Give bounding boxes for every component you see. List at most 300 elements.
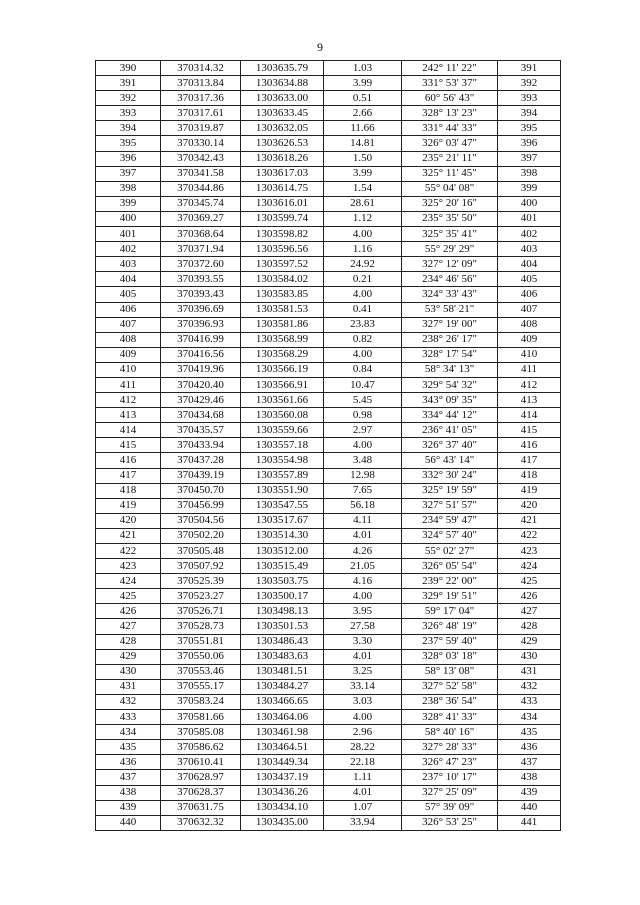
distance-cell: 1.11 (324, 770, 402, 785)
point-to-cell: 400 (498, 196, 561, 211)
bearing-cell: 331° 53' 37" (402, 76, 498, 91)
x-coordinate-cell: 370526.71 (161, 604, 241, 619)
bearing-cell: 53° 58' 21" (402, 302, 498, 317)
table-row (96, 438, 561, 453)
y-coordinate-cell: 1303616.01 (241, 196, 324, 211)
point-to-cell: 421 (498, 513, 561, 528)
point-to-cell: 416 (498, 438, 561, 453)
y-coordinate-cell: 1303551.90 (241, 483, 324, 498)
point-from-cell: 393 (96, 106, 161, 121)
distance-cell: 3.99 (324, 166, 402, 181)
bearing-cell: 59° 17' 04" (402, 604, 498, 619)
table-row (96, 166, 561, 181)
distance-cell: 0.84 (324, 362, 402, 377)
bearing-cell: 328° 13' 23" (402, 106, 498, 121)
distance-cell: 4.01 (324, 528, 402, 543)
bearing-cell: 326° 47' 23" (402, 755, 498, 770)
table-row (96, 664, 561, 679)
point-from-cell: 427 (96, 619, 161, 634)
point-to-cell: 430 (498, 649, 561, 664)
point-from-cell: 432 (96, 694, 161, 709)
y-coordinate-cell: 1303561.66 (241, 393, 324, 408)
x-coordinate-cell: 370319.87 (161, 121, 241, 136)
x-coordinate-cell: 370583.24 (161, 694, 241, 709)
point-from-cell: 407 (96, 317, 161, 332)
point-to-cell: 415 (498, 423, 561, 438)
distance-cell: 11.66 (324, 121, 402, 136)
bearing-cell: 58° 34' 13" (402, 362, 498, 377)
y-coordinate-cell: 1303598.82 (241, 227, 324, 242)
point-from-cell: 416 (96, 453, 161, 468)
distance-cell: 0.98 (324, 408, 402, 423)
x-coordinate-cell: 370369.27 (161, 211, 241, 226)
point-to-cell: 438 (498, 770, 561, 785)
table-row (96, 242, 561, 257)
bearing-cell: 328° 41' 33" (402, 710, 498, 725)
point-from-cell: 437 (96, 770, 161, 785)
x-coordinate-cell: 370433.94 (161, 438, 241, 453)
x-coordinate-cell: 370313.84 (161, 76, 241, 91)
point-from-cell: 391 (96, 76, 161, 91)
point-to-cell: 406 (498, 287, 561, 302)
point-from-cell: 417 (96, 468, 161, 483)
table-row (96, 136, 561, 151)
table-row (96, 317, 561, 332)
x-coordinate-cell: 370628.97 (161, 770, 241, 785)
point-to-cell: 436 (498, 740, 561, 755)
table-row (96, 257, 561, 272)
x-coordinate-cell: 370317.61 (161, 106, 241, 121)
bearing-cell: 236° 41' 05" (402, 423, 498, 438)
table-row (96, 574, 561, 589)
distance-cell: 3.30 (324, 634, 402, 649)
bearing-cell: 325° 11' 45" (402, 166, 498, 181)
x-coordinate-cell: 370416.99 (161, 332, 241, 347)
x-coordinate-cell: 370551.81 (161, 634, 241, 649)
y-coordinate-cell: 1303461.98 (241, 725, 324, 740)
point-from-cell: 395 (96, 136, 161, 151)
distance-cell: 7.65 (324, 483, 402, 498)
y-coordinate-cell: 1303614.75 (241, 181, 324, 196)
point-to-cell: 409 (498, 332, 561, 347)
page-number: 9 (317, 40, 323, 54)
bearing-cell: 234° 46' 56" (402, 272, 498, 287)
x-coordinate-cell: 370610.41 (161, 755, 241, 770)
y-coordinate-cell: 1303554.98 (241, 453, 324, 468)
point-to-cell: 434 (498, 710, 561, 725)
table-row (96, 76, 561, 91)
bearing-cell: 334° 44' 12" (402, 408, 498, 423)
x-coordinate-cell: 370435.57 (161, 423, 241, 438)
y-coordinate-cell: 1303617.03 (241, 166, 324, 181)
bearing-cell: 325° 19' 59" (402, 483, 498, 498)
x-coordinate-cell: 370628.37 (161, 785, 241, 800)
distance-cell: 4.01 (324, 785, 402, 800)
x-coordinate-cell: 370371.94 (161, 242, 241, 257)
point-to-cell: 420 (498, 498, 561, 513)
point-from-cell: 426 (96, 604, 161, 619)
point-from-cell: 433 (96, 710, 161, 725)
table-row (96, 513, 561, 528)
point-to-cell: 413 (498, 393, 561, 408)
point-from-cell: 414 (96, 423, 161, 438)
x-coordinate-cell: 370396.69 (161, 302, 241, 317)
table-row (96, 468, 561, 483)
y-coordinate-cell: 1303626.53 (241, 136, 324, 151)
point-from-cell: 415 (96, 438, 161, 453)
y-coordinate-cell: 1303597.52 (241, 257, 324, 272)
point-to-cell: 425 (498, 574, 561, 589)
point-to-cell: 412 (498, 377, 561, 392)
bearing-cell: 55° 29' 29" (402, 242, 498, 257)
bearing-cell: 331° 44' 33" (402, 121, 498, 136)
distance-cell: 2.96 (324, 725, 402, 740)
distance-cell: 4.00 (324, 287, 402, 302)
y-coordinate-cell: 1303436.26 (241, 785, 324, 800)
x-coordinate-cell: 370439.19 (161, 468, 241, 483)
distance-cell: 1.07 (324, 800, 402, 815)
point-from-cell: 394 (96, 121, 161, 136)
x-coordinate-cell: 370419.96 (161, 362, 241, 377)
point-from-cell: 424 (96, 574, 161, 589)
y-coordinate-cell: 1303568.99 (241, 332, 324, 347)
y-coordinate-cell: 1303503.75 (241, 574, 324, 589)
y-coordinate-cell: 1303584.02 (241, 272, 324, 287)
point-to-cell: 396 (498, 136, 561, 151)
distance-cell: 14.81 (324, 136, 402, 151)
y-coordinate-cell: 1303566.19 (241, 362, 324, 377)
table-row (96, 332, 561, 347)
table-row (96, 694, 561, 709)
distance-cell: 3.95 (324, 604, 402, 619)
y-coordinate-cell: 1303512.00 (241, 544, 324, 559)
x-coordinate-cell: 370553.46 (161, 664, 241, 679)
distance-cell: 1.50 (324, 151, 402, 166)
point-from-cell: 418 (96, 483, 161, 498)
point-to-cell: 395 (498, 121, 561, 136)
bearing-cell: 55° 02' 27" (402, 544, 498, 559)
point-from-cell: 439 (96, 800, 161, 815)
bearing-cell: 327° 28' 33" (402, 740, 498, 755)
bearing-cell: 327° 52' 58" (402, 679, 498, 694)
table-row (96, 619, 561, 634)
point-from-cell: 430 (96, 664, 161, 679)
point-from-cell: 399 (96, 196, 161, 211)
y-coordinate-cell: 1303596.56 (241, 242, 324, 257)
bearing-cell: 234° 59' 47" (402, 513, 498, 528)
y-coordinate-cell: 1303599.74 (241, 211, 324, 226)
table-row (96, 589, 561, 604)
point-from-cell: 429 (96, 649, 161, 664)
x-coordinate-cell: 370450.70 (161, 483, 241, 498)
distance-cell: 28.61 (324, 196, 402, 211)
point-to-cell: 428 (498, 619, 561, 634)
distance-cell: 33.14 (324, 679, 402, 694)
table-row (96, 634, 561, 649)
point-to-cell: 392 (498, 76, 561, 91)
distance-cell: 0.82 (324, 332, 402, 347)
x-coordinate-cell: 370345.74 (161, 196, 241, 211)
table-row (96, 91, 561, 106)
table-row (96, 679, 561, 694)
table-row (96, 453, 561, 468)
distance-cell: 56.18 (324, 498, 402, 513)
point-to-cell: 393 (498, 91, 561, 106)
point-to-cell: 432 (498, 679, 561, 694)
x-coordinate-cell: 370502.20 (161, 528, 241, 543)
distance-cell: 0.51 (324, 91, 402, 106)
table-row (96, 483, 561, 498)
y-coordinate-cell: 1303547.55 (241, 498, 324, 513)
point-to-cell: 414 (498, 408, 561, 423)
x-coordinate-cell: 370368.64 (161, 227, 241, 242)
point-to-cell: 439 (498, 785, 561, 800)
point-to-cell: 429 (498, 634, 561, 649)
table-row (96, 815, 561, 830)
table-row (96, 710, 561, 725)
x-coordinate-cell: 370507.92 (161, 559, 241, 574)
bearing-cell: 238° 26' 17" (402, 332, 498, 347)
distance-cell: 4.00 (324, 589, 402, 604)
point-from-cell: 403 (96, 257, 161, 272)
x-coordinate-cell: 370528.73 (161, 619, 241, 634)
x-coordinate-cell: 370317.36 (161, 91, 241, 106)
y-coordinate-cell: 1303500.17 (241, 589, 324, 604)
x-coordinate-cell: 370314.32 (161, 61, 241, 76)
point-from-cell: 413 (96, 408, 161, 423)
bearing-cell: 329° 54' 32" (402, 377, 498, 392)
y-coordinate-cell: 1303464.06 (241, 710, 324, 725)
bearing-cell: 328° 03' 18" (402, 649, 498, 664)
bearing-cell: 326° 05' 54" (402, 559, 498, 574)
point-to-cell: 417 (498, 453, 561, 468)
y-coordinate-cell: 1303568.29 (241, 347, 324, 362)
point-from-cell: 392 (96, 91, 161, 106)
point-to-cell: 411 (498, 362, 561, 377)
table-row (96, 377, 561, 392)
distance-cell: 0.21 (324, 272, 402, 287)
bearing-cell: 327° 25' 09" (402, 785, 498, 800)
point-to-cell: 391 (498, 61, 561, 76)
distance-cell: 27.58 (324, 619, 402, 634)
table-row (96, 227, 561, 242)
x-coordinate-cell: 370456.99 (161, 498, 241, 513)
bearing-cell: 237° 59' 40" (402, 634, 498, 649)
bearing-cell: 235° 35' 50" (402, 211, 498, 226)
point-to-cell: 426 (498, 589, 561, 604)
y-coordinate-cell: 1303557.89 (241, 468, 324, 483)
table-row (96, 211, 561, 226)
table-row (96, 423, 561, 438)
distance-cell: 4.26 (324, 544, 402, 559)
distance-cell: 5.45 (324, 393, 402, 408)
distance-cell: 2.97 (324, 423, 402, 438)
y-coordinate-cell: 1303566.91 (241, 377, 324, 392)
point-to-cell: 404 (498, 257, 561, 272)
table-row (96, 272, 561, 287)
point-to-cell: 427 (498, 604, 561, 619)
distance-cell: 4.01 (324, 649, 402, 664)
bearing-cell: 55° 04' 08" (402, 181, 498, 196)
y-coordinate-cell: 1303514.30 (241, 528, 324, 543)
bearing-cell: 326° 03' 47" (402, 136, 498, 151)
y-coordinate-cell: 1303557.18 (241, 438, 324, 453)
point-to-cell: 397 (498, 151, 561, 166)
x-coordinate-cell: 370504.56 (161, 513, 241, 528)
table-row (96, 604, 561, 619)
point-from-cell: 438 (96, 785, 161, 800)
x-coordinate-cell: 370586.62 (161, 740, 241, 755)
bearing-cell: 58° 40' 16" (402, 725, 498, 740)
distance-cell: 4.11 (324, 513, 402, 528)
x-coordinate-cell: 370555.17 (161, 679, 241, 694)
distance-cell: 1.54 (324, 181, 402, 196)
y-coordinate-cell: 1303486.43 (241, 634, 324, 649)
y-coordinate-cell: 1303632.05 (241, 121, 324, 136)
table-row (96, 121, 561, 136)
x-coordinate-cell: 370341.58 (161, 166, 241, 181)
point-from-cell: 434 (96, 725, 161, 740)
bearing-cell: 56° 43' 14" (402, 453, 498, 468)
point-to-cell: 394 (498, 106, 561, 121)
y-coordinate-cell: 1303435.00 (241, 815, 324, 830)
distance-cell: 3.99 (324, 76, 402, 91)
point-to-cell: 401 (498, 211, 561, 226)
point-from-cell: 436 (96, 755, 161, 770)
point-to-cell: 435 (498, 725, 561, 740)
y-coordinate-cell: 1303560.08 (241, 408, 324, 423)
point-from-cell: 396 (96, 151, 161, 166)
y-coordinate-cell: 1303559.66 (241, 423, 324, 438)
bearing-cell: 325° 20' 16" (402, 196, 498, 211)
x-coordinate-cell: 370396.93 (161, 317, 241, 332)
coordinate-table (95, 60, 561, 831)
table-row (96, 725, 561, 740)
point-from-cell: 428 (96, 634, 161, 649)
bearing-cell: 326° 37' 40" (402, 438, 498, 453)
point-from-cell: 409 (96, 347, 161, 362)
point-from-cell: 410 (96, 362, 161, 377)
point-from-cell: 401 (96, 227, 161, 242)
table-row (96, 800, 561, 815)
distance-cell: 33.94 (324, 815, 402, 830)
bearing-cell: 324° 33' 43" (402, 287, 498, 302)
distance-cell: 2.66 (324, 106, 402, 121)
point-from-cell: 400 (96, 211, 161, 226)
point-to-cell: 410 (498, 347, 561, 362)
x-coordinate-cell: 370631.75 (161, 800, 241, 815)
table-row (96, 196, 561, 211)
distance-cell: 4.00 (324, 710, 402, 725)
x-coordinate-cell: 370437.28 (161, 453, 241, 468)
y-coordinate-cell: 1303581.86 (241, 317, 324, 332)
bearing-cell: 324° 57' 40" (402, 528, 498, 543)
table-row (96, 740, 561, 755)
x-coordinate-cell: 370344.86 (161, 181, 241, 196)
distance-cell: 12.98 (324, 468, 402, 483)
table-row (96, 528, 561, 543)
distance-cell: 4.00 (324, 438, 402, 453)
table-row (96, 393, 561, 408)
distance-cell: 24.92 (324, 257, 402, 272)
y-coordinate-cell: 1303466.65 (241, 694, 324, 709)
point-to-cell: 423 (498, 544, 561, 559)
bearing-cell: 238° 36' 54" (402, 694, 498, 709)
y-coordinate-cell: 1303633.45 (241, 106, 324, 121)
point-to-cell: 441 (498, 815, 561, 830)
y-coordinate-cell: 1303437.19 (241, 770, 324, 785)
x-coordinate-cell: 370416.56 (161, 347, 241, 362)
bearing-cell: 239° 22' 00" (402, 574, 498, 589)
bearing-cell: 57° 39' 09" (402, 800, 498, 815)
point-to-cell: 399 (498, 181, 561, 196)
point-to-cell: 402 (498, 227, 561, 242)
table-row (96, 559, 561, 574)
point-to-cell: 418 (498, 468, 561, 483)
point-to-cell: 433 (498, 694, 561, 709)
point-from-cell: 406 (96, 302, 161, 317)
y-coordinate-cell: 1303501.53 (241, 619, 324, 634)
x-coordinate-cell: 370429.46 (161, 393, 241, 408)
x-coordinate-cell: 370550.06 (161, 649, 241, 664)
x-coordinate-cell: 370330.14 (161, 136, 241, 151)
x-coordinate-cell: 370525.39 (161, 574, 241, 589)
table-row (96, 770, 561, 785)
point-to-cell: 407 (498, 302, 561, 317)
distance-cell: 28.22 (324, 740, 402, 755)
table-row (96, 755, 561, 770)
y-coordinate-cell: 1303449.34 (241, 755, 324, 770)
y-coordinate-cell: 1303481.51 (241, 664, 324, 679)
distance-cell: 4.00 (324, 347, 402, 362)
x-coordinate-cell: 370585.08 (161, 725, 241, 740)
point-to-cell: 408 (498, 317, 561, 332)
point-from-cell: 423 (96, 559, 161, 574)
x-coordinate-cell: 370393.55 (161, 272, 241, 287)
y-coordinate-cell: 1303618.26 (241, 151, 324, 166)
point-from-cell: 419 (96, 498, 161, 513)
x-coordinate-cell: 370420.40 (161, 377, 241, 392)
y-coordinate-cell: 1303515.49 (241, 559, 324, 574)
bearing-cell: 242° 11' 22" (402, 61, 498, 76)
bearing-cell: 60° 56' 43" (402, 91, 498, 106)
table-row (96, 544, 561, 559)
point-from-cell: 425 (96, 589, 161, 604)
bearing-cell: 235° 21' 11" (402, 151, 498, 166)
point-to-cell: 424 (498, 559, 561, 574)
table-row (96, 287, 561, 302)
point-from-cell: 390 (96, 61, 161, 76)
y-coordinate-cell: 1303633.00 (241, 91, 324, 106)
y-coordinate-cell: 1303634.88 (241, 76, 324, 91)
y-coordinate-cell: 1303517.67 (241, 513, 324, 528)
bearing-cell: 332° 30' 24" (402, 468, 498, 483)
y-coordinate-cell: 1303498.13 (241, 604, 324, 619)
point-from-cell: 431 (96, 679, 161, 694)
bearing-cell: 327° 12' 09" (402, 257, 498, 272)
y-coordinate-cell: 1303581.53 (241, 302, 324, 317)
bearing-cell: 328° 17' 54" (402, 347, 498, 362)
point-to-cell: 405 (498, 272, 561, 287)
distance-cell: 10.47 (324, 377, 402, 392)
table-row (96, 649, 561, 664)
table-row (96, 106, 561, 121)
point-to-cell: 440 (498, 800, 561, 815)
x-coordinate-cell: 370393.43 (161, 287, 241, 302)
point-from-cell: 422 (96, 544, 161, 559)
bearing-cell: 325° 35' 41" (402, 227, 498, 242)
point-from-cell: 402 (96, 242, 161, 257)
